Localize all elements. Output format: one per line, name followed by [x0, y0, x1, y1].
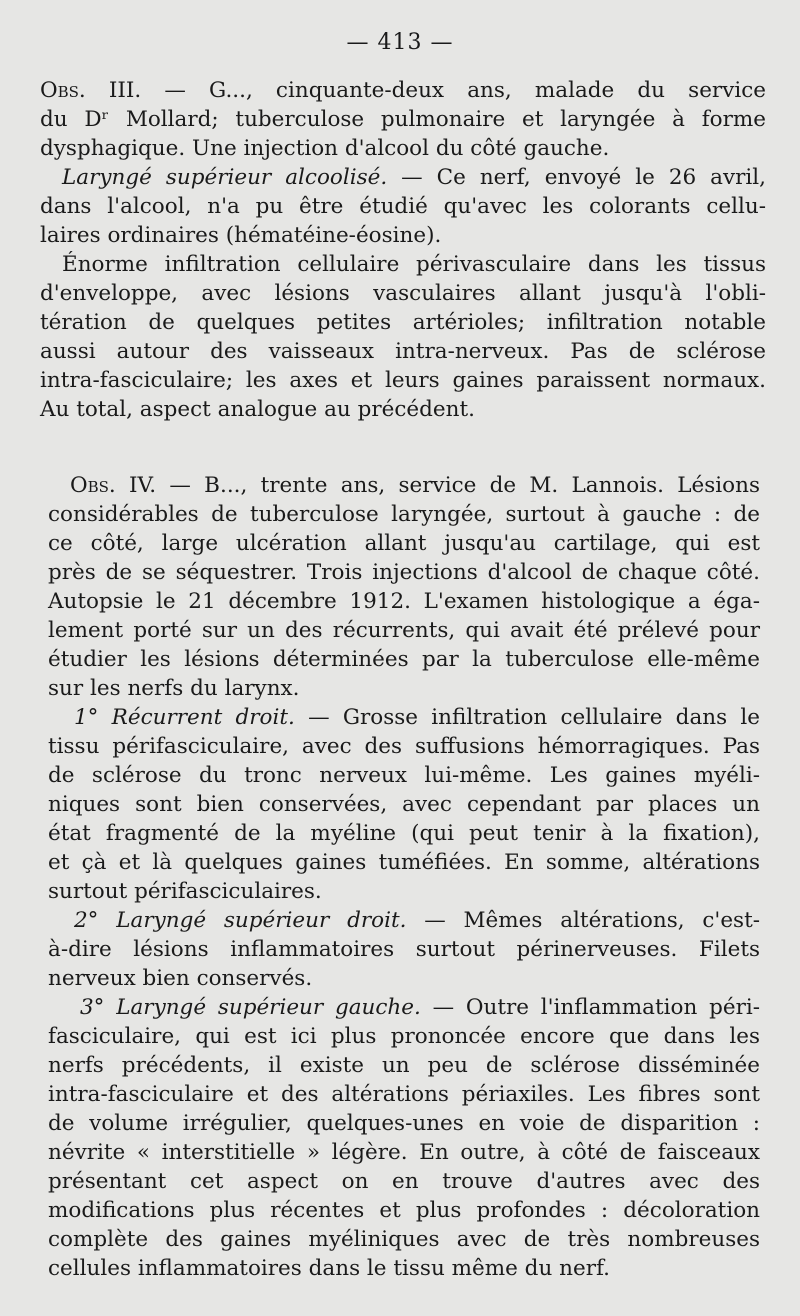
- line-text: étudier les lésions déterminées par la tuberculose elle-même: [48, 647, 760, 672]
- text-line: [48, 1022, 760, 1051]
- observation-label: 2° Laryngé supérieur droit.: [74, 908, 407, 933]
- line-text: Autopsie le 21 décembre 1912. L'examen histologique a éga-: [48, 589, 760, 614]
- line-text: complète des gaines myéliniques avec de très nombreuses: [48, 1227, 760, 1252]
- line-text: névrite « interstitielle » légère. En outre, à côté de faisceaux: [48, 1140, 760, 1165]
- text-line: [40, 279, 766, 308]
- text-line: [48, 1167, 760, 1196]
- text-line: [48, 819, 760, 848]
- line-text: d'enveloppe, avec lésions vasculaires allant jusqu'à l'obli-: [40, 281, 766, 306]
- line-text: nerfs précédents, il existe un peu de sclérose disséminée: [48, 1053, 760, 1078]
- text-line: [48, 964, 760, 993]
- line-text: dans l'alcool, n'a pu être étudié qu'avec les colorants cellu-: [40, 194, 766, 219]
- text-line: [48, 674, 760, 703]
- text-line: [48, 587, 760, 616]
- observation-label: Obs. IV.: [70, 473, 157, 498]
- text-line: [40, 192, 766, 221]
- text-line: [48, 529, 760, 558]
- observation-label: 1° Récurrent droit.: [74, 705, 295, 730]
- observation-4: [48, 471, 760, 1283]
- line-text: considérables de tuberculose laryngée, surtout à gauche : de: [48, 502, 760, 527]
- line-text: — G..., cinquante-deux ans, malade du service: [141, 78, 766, 103]
- observation-label: Obs. III.: [40, 78, 142, 103]
- line-text: à-dire lésions inflammatoires surtout périnerveuses. Filets: [48, 937, 760, 962]
- text-line: [48, 500, 760, 529]
- line-text: Au total, aspect analogue au précédent.: [40, 397, 475, 422]
- text-line: [48, 471, 760, 500]
- text-line: [40, 105, 766, 134]
- text-line: [40, 163, 766, 192]
- line-text: tissu périfasciculaire, avec des suffusions hémorragiques. Pas: [48, 734, 760, 759]
- text-line: [48, 1051, 760, 1080]
- line-text: modifications plus récentes et plus profondes : décoloration: [48, 1198, 760, 1223]
- text-line: [40, 76, 766, 105]
- line-text: — Ce nerf, envoyé le 26 avril,: [387, 165, 766, 190]
- line-text: fasciculaire, qui est ici plus prononcée encore que dans les: [48, 1024, 760, 1049]
- text-line: [40, 366, 766, 395]
- text-line: [48, 877, 760, 906]
- line-text: lement porté sur un des récurrents, qui avait été prélevé pour: [48, 618, 760, 643]
- text-line: [48, 993, 760, 1022]
- line-text: nerveux bien conservés.: [48, 966, 313, 991]
- text-line: [48, 1138, 760, 1167]
- line-text: du Dʳ Mollard; tuberculose pulmonaire et laryngée à forme: [40, 107, 766, 132]
- text-line: [48, 1109, 760, 1138]
- text-line: [40, 134, 766, 163]
- text-line: [48, 906, 760, 935]
- line-text: — Outre l'inflammation péri-: [420, 995, 760, 1020]
- text-line: [40, 337, 766, 366]
- line-text: ce côté, large ulcération allant jusqu'au cartilage, qui est: [48, 531, 760, 556]
- line-text: laires ordinaires (hématéine-éosine).: [40, 223, 442, 248]
- text-line: [48, 1225, 760, 1254]
- line-text: tération de quelques petites artérioles; infiltration notable: [40, 310, 766, 335]
- line-text: aussi autour des vaisseaux intra-nerveux. Pas de sclérose: [40, 339, 766, 364]
- line-text: de volume irrégulier, quelques-unes en voie de disparition :: [48, 1111, 760, 1136]
- text-line: [48, 1080, 760, 1109]
- line-text: cellules inflammatoires dans le tissu même du nerf.: [48, 1256, 611, 1281]
- line-text: intra-fasciculaire et des altérations périaxiles. Les fibres sont: [48, 1082, 760, 1107]
- text-line: [40, 250, 766, 279]
- line-text: et çà et là quelques gaines tuméfiées. En somme, altérations: [48, 850, 760, 875]
- line-text: de sclérose du tronc nerveux lui-même. Les gaines myéli-: [48, 763, 760, 788]
- text-line: [48, 1196, 760, 1225]
- text-line: [48, 1254, 760, 1283]
- observation-3: [40, 76, 766, 424]
- observation-label: Laryngé supérieur alcoolisé.: [62, 165, 388, 190]
- text-line: [48, 703, 760, 732]
- text-line: [40, 308, 766, 337]
- line-text: — B..., trente ans, service de M. Lannois. Lésions: [156, 473, 760, 498]
- text-line: [48, 790, 760, 819]
- line-text: niques sont bien conservées, avec cependant par places un: [48, 792, 760, 817]
- text-line: [48, 935, 760, 964]
- line-text: présentant cet aspect on en trouve d'autres avec des: [48, 1169, 760, 1194]
- line-text: — Grosse infiltration cellulaire dans le: [294, 705, 760, 730]
- text-line: [48, 616, 760, 645]
- text-line: [48, 848, 760, 877]
- line-text: près de se séquestrer. Trois injections d'alcool de chaque côté.: [48, 560, 760, 585]
- line-text: dysphagique. Une injection d'alcool du côté gauche.: [40, 136, 610, 161]
- line-text: Énorme infiltration cellulaire périvasculaire dans les tissus: [62, 252, 766, 277]
- observation-label: 3° Laryngé supérieur gauche.: [80, 995, 421, 1020]
- line-text: sur les nerfs du larynx.: [48, 676, 300, 701]
- text-line: [40, 221, 766, 250]
- text-line: [40, 395, 766, 424]
- text-line: [48, 558, 760, 587]
- line-text: intra-fasciculaire; les axes et leurs gaines paraissent normaux.: [40, 368, 766, 393]
- text-line: [48, 761, 760, 790]
- line-text: surtout périfasciculaires.: [48, 879, 322, 904]
- page-number: — 413 —: [346, 30, 454, 55]
- text-line: [48, 732, 760, 761]
- line-text: état fragmenté de la myéline (qui peut tenir à la fixation),: [48, 821, 760, 846]
- text-line: [48, 645, 760, 674]
- line-text: — Mêmes altérations, c'est-: [406, 908, 760, 933]
